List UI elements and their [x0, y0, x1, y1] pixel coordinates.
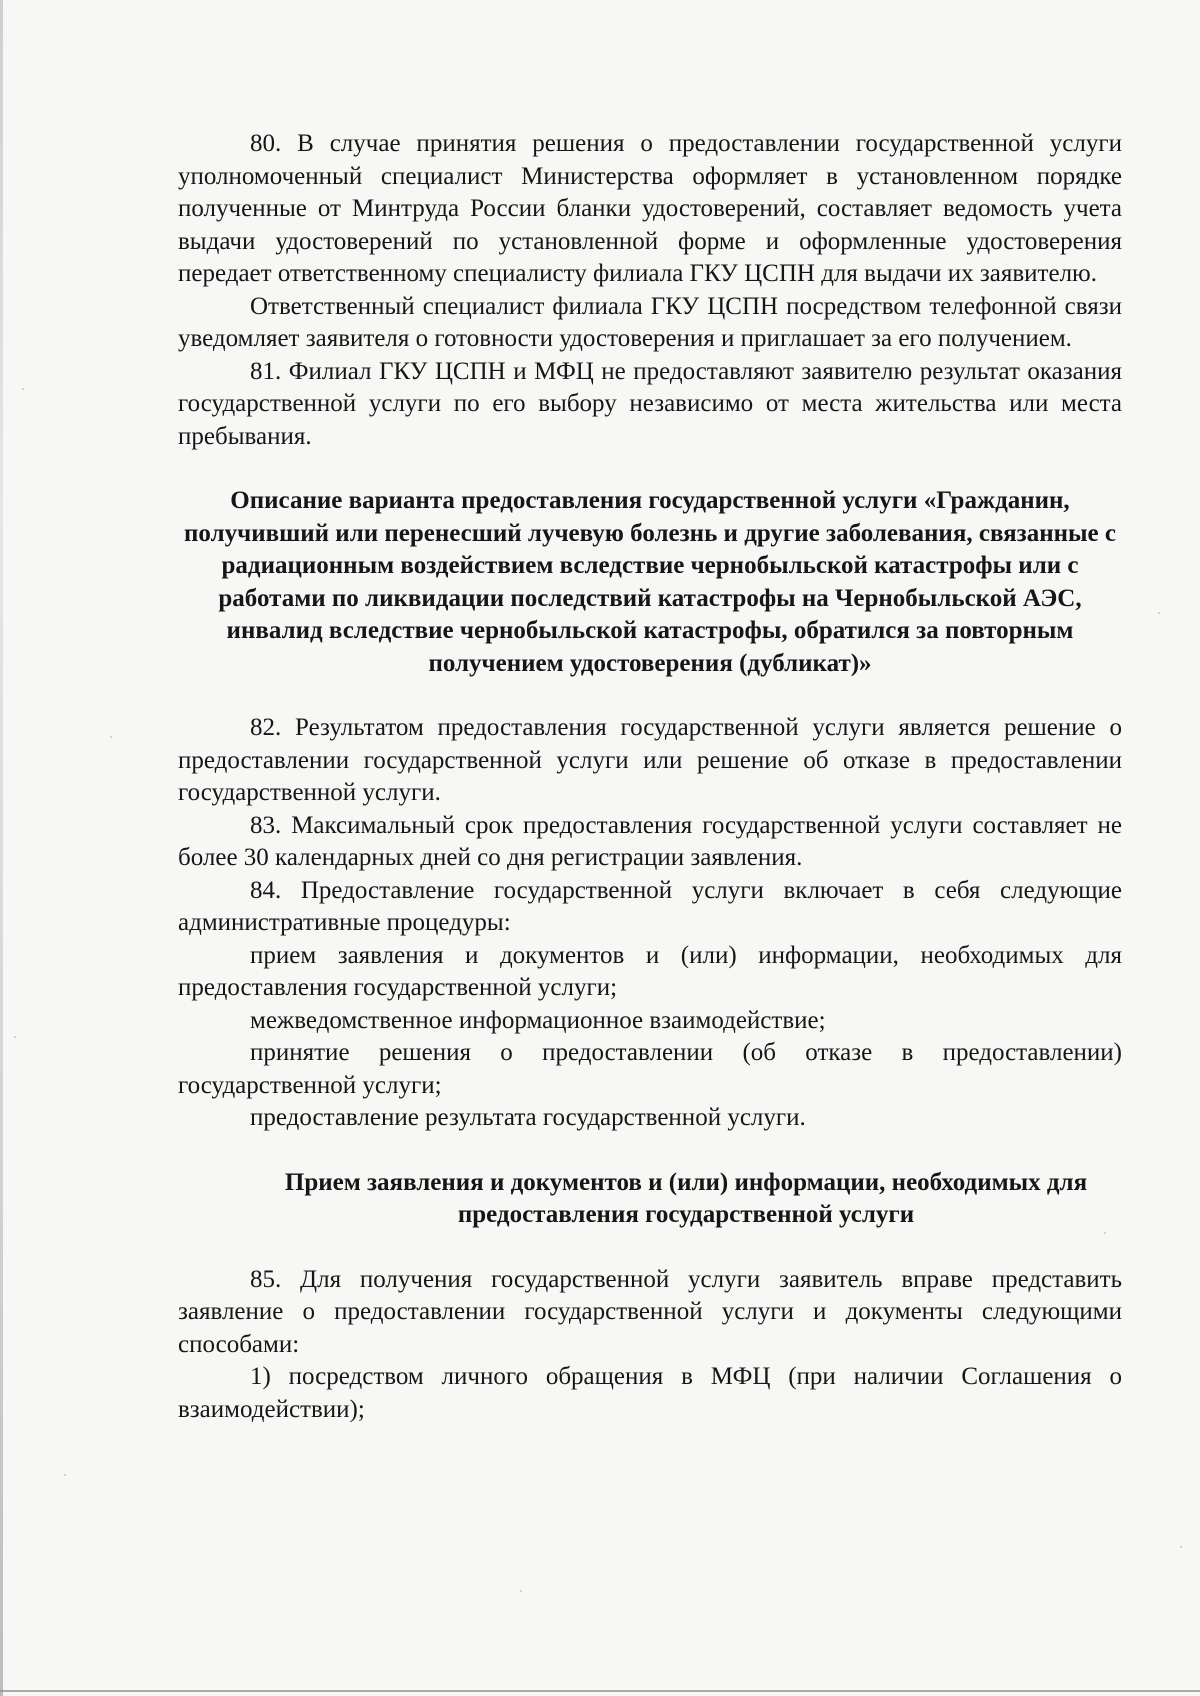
scan-edge-bottom	[0, 1690, 1200, 1692]
procedure-item: принятие решения о предоставлении (об отказе в предоставлении) государственной услуги;	[178, 1039, 1122, 1099]
section-heading-variant: Описание варианта предоставления государственной услуги «Гражданин, получивший или перенесший лучевую болезнь и другие заболевания, связанные с радиационным воздействием вследствие чернобыльской катастрофы или с работами по ликвидации последствий катастрофы на Чернобыльской АЭС, инвалид вследствие чернобыльской катастрофы, обратился за повторным получением удостоверения (дубликат)»	[184, 487, 1116, 677]
scan-speck	[110, 736, 112, 738]
paragraph-83: 83. Максимальный срок предоставления государственной услуги составляет не более 30 календарных дней со дня регистрации заявления.	[178, 811, 1122, 871]
paragraph-responsible-specialist: Ответственный специалист филиала ГКУ ЦСПН посредством телефонной связи уведомляет заявителя о готовности удостоверения и приглашает за его получением.	[178, 292, 1122, 352]
paragraph-80: 80. В случае принятия решения о предоставлении государственной услуги уполномоченный специалист Министерства оформляет в установленном порядке полученные от Минтруда России бланки удостоверений, составляет ведомость учета выдачи удостоверений по установленной форме и оформленные удостоверения передает ответственному специалисту филиала ГКУ ЦСПН для выдачи их заявителю.	[178, 130, 1122, 287]
paragraph-85: 85. Для получения государственной услуги заявитель вправе представить заявление о предоставлении государственной услуги и документы следующими способами:	[178, 1265, 1122, 1358]
section-heading-reception: Прием заявления и документов и (или) информации, необходимых для предоставления государственной услуги	[284, 1168, 1088, 1228]
scan-speck	[1180, 1546, 1182, 1548]
procedure-item: предоставление результата государственной услуги.	[250, 1104, 806, 1131]
procedure-item: прием заявления и документов и (или) информации, необходимых для предоставления государственной услуги;	[178, 941, 1122, 1001]
scan-speck	[22, 388, 24, 390]
paragraph-81: 81. Филиал ГКУ ЦСПН и МФЦ не предоставляют заявителю результат оказания государственной услуги по его выбору независимо от места жительства или места пребывания.	[178, 357, 1122, 450]
paragraph-82: 82. Результатом предоставления государственной услуги является решение о предоставлении государственной услуги или решение об отказе в предоставлении государственной услуги.	[178, 714, 1122, 806]
scan-speck	[64, 1474, 66, 1476]
scan-speck	[14, 1036, 16, 1038]
procedure-item: межведомственное информационное взаимодействие;	[250, 1006, 826, 1034]
paragraph-84: 84. Предоставление государственной услуги включает в себя следующие административные процедуры:	[178, 876, 1122, 936]
scan-speck	[520, 1590, 522, 1592]
scan-speck	[1158, 612, 1160, 614]
method-item: 1) посредством личного обращения в МФЦ (при наличии Соглашения о взаимодействии);	[178, 1363, 1122, 1423]
document-page	[178, 128, 1122, 1426]
scan-edge-left	[0, 0, 3, 1696]
